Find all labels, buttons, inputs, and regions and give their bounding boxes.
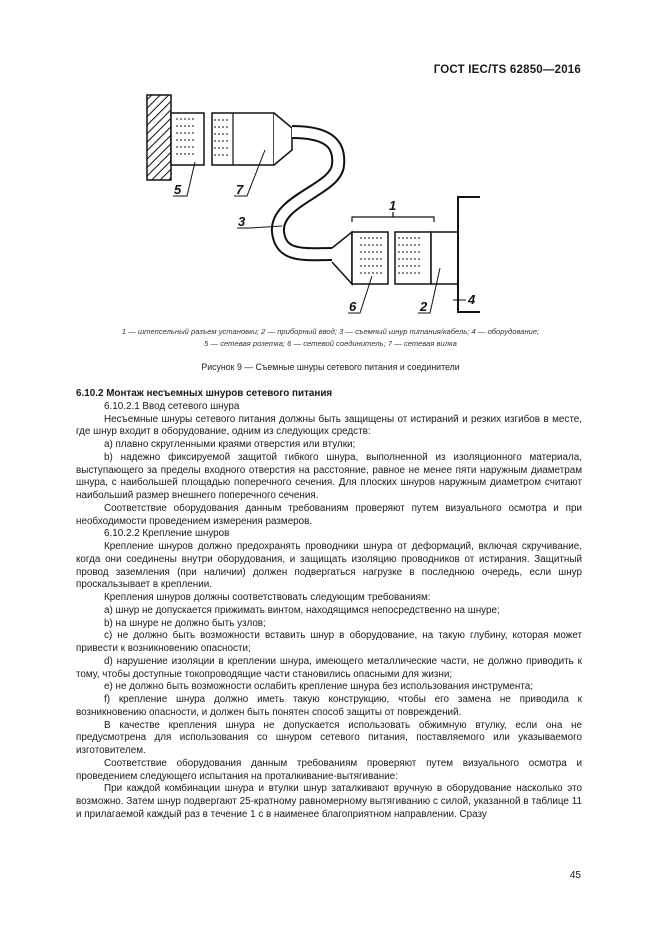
- label-7: 7: [236, 182, 244, 197]
- label-2: 2: [420, 299, 428, 314]
- wall-hatched: [147, 95, 171, 180]
- paragraph: f) крепление шнура должно иметь такую конструкцию, чтобы его замена не приводила к возникновению опасности, и должен быть понятен способ защиты от повреждений.: [76, 694, 582, 718]
- connector-6: [352, 232, 388, 284]
- body-text: [76, 388, 582, 822]
- mains-socket-5: [171, 113, 204, 165]
- paragraph: a) плавно скругленными краями отверстия или втулки;: [104, 439, 356, 450]
- figure-legend-line-1: 1 — штепсельный разъем установки; 2 — приборный ввод; 3 — съемный шнур питания/кабель; 4 — оборудование;: [121, 327, 540, 336]
- paragraph: a) шнур не допускается прижимать винтом, находящимся непосредственно на шнуре;: [104, 604, 500, 616]
- label-5: 5: [174, 182, 182, 197]
- paragraph: Несъемные шнуры сетевого питания должны быть защищены от истираний и резких изгибов в месте, где шнур входит в оборудование, одним из следующих средств:: [76, 413, 582, 438]
- appliance-inlet-2: [395, 232, 431, 284]
- paragraph: c) не должно быть возможности вставить шнур в оборудование, на такую глубину, которая может привести к возникновению опасности;: [76, 630, 582, 654]
- paragraph: Крепления шнуров должны соответствовать следующим требованиям:: [104, 592, 431, 603]
- paragraph: Крепление шнуров должно предохранять проводники шнура от деформаций, включая скручивание, когда они соединены внутри оборудования, и защищать изоляцию проводников от истирания. Защитный провод заземления (при наличии) должен подвергаться нагрузке в последнюю очередь, если шнур проскальзывает в креплении.: [76, 541, 582, 591]
- label-1: 1: [389, 198, 397, 213]
- page-number: 45: [569, 870, 581, 881]
- paragraph: 6.10.2.1 Ввод сетевого шнура: [104, 400, 240, 412]
- paragraph: Соответствие оборудования данным требованиям проверяют путем визуального осмотра и проведением следующего испытания на проталкивание-вытягивание:: [76, 757, 582, 782]
- paragraph: Соответствие оборудования данным требованиям проверяют путем визуального осмотра и при необходимости проведением измерения размеров.: [76, 502, 582, 527]
- label-3: 3: [238, 214, 246, 229]
- label-6: 6: [349, 299, 357, 314]
- figure-9-diagram: [0, 0, 661, 340]
- paragraph: b) надежно фиксируемой защитой гибкого шнура, выполненной из изоляционного материала, выступающего за пределы входного отверстия на расстояние, равное не менее пяти наружным диаметрам шнура, с наибольшей площадью поперечного сечения. Для плоских шнуров наружным диаметром считают наибольший размер внешнего поперечного сечения.: [76, 451, 582, 501]
- paragraph: e) не должно быть возможности ослабить крепление шнура без использования инструмента;: [104, 681, 533, 693]
- paragraph: При каждой комбинации шнура и втулки шнур заталкивают вручную в оборудование насколько это возможно. Затем шнур подвергают 25-кратному равномерному вытягиванию с силой, указанной в таблице 11 и прилагаемой каждый раз в течение 1 с в наименее благоприятном направлении. Сразу: [76, 783, 582, 820]
- paragraph: В качестве крепления шнура не допускается использовать обжимную втулку, если она не предусмотрена для использования со шнуром сетевого питания, поставляемого или указываемого изготовителем.: [76, 719, 582, 756]
- figure-legend-line-2: 5 — сетевая розетка; 6 — сетевой соединитель; 7 — сетевая вилка: [204, 339, 457, 348]
- standard-header: ГОСТ IEC/TS 62850—2016: [433, 64, 581, 76]
- figure-caption: Рисунок 9 — Съемные шнуры сетевого питания и соединители: [201, 362, 460, 372]
- label-4: 4: [468, 292, 476, 307]
- paragraph: 6.10.2.2 Крепление шнуров: [104, 528, 230, 540]
- bracket-1: [352, 217, 434, 222]
- paragraph: b) на шнуре не должно быть узлов;: [104, 617, 266, 629]
- section-heading: 6.10.2 Монтаж несъемных шнуров сетевого питания: [76, 388, 333, 399]
- paragraph: d) нарушение изоляции в креплении шнура, имеющего металлические части, не должно приводить к тому, чтобы доступные токопроводящие части становились опасными для жизни;: [76, 655, 582, 680]
- mains-plug-7: [212, 113, 274, 165]
